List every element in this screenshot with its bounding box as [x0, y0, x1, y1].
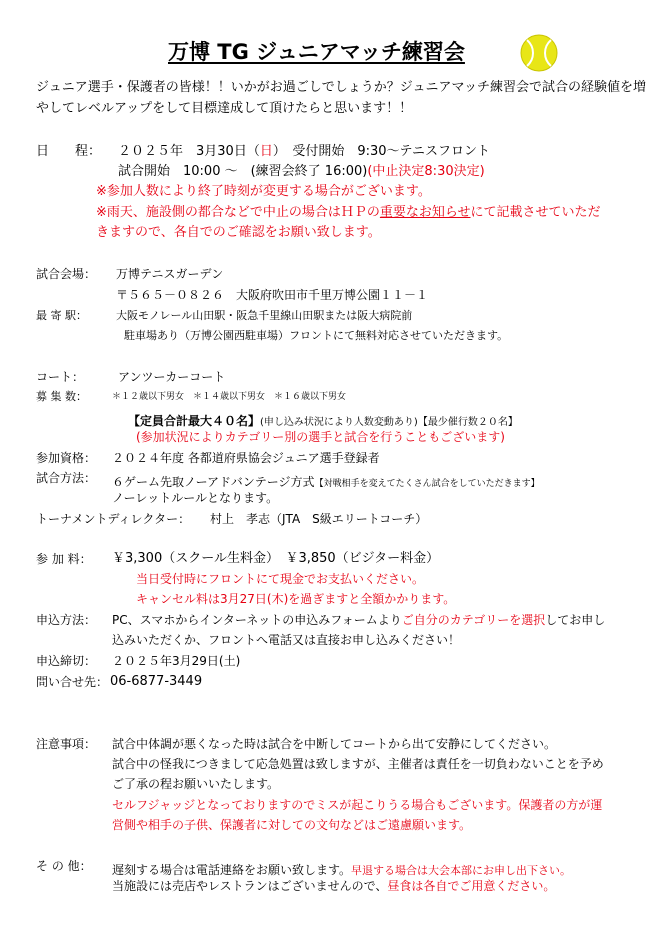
format-value: ６ゲーム先取ノーアドバンテージ方式【対戦相手を変えてたくさん試合をしていただきます】: [112, 475, 540, 489]
eligibility-label: 参加資格：: [36, 451, 97, 465]
apply-label: 申込方法：: [36, 613, 97, 627]
other-label: そ の 他：: [36, 859, 92, 873]
court-value: アンツーカーコート: [118, 370, 226, 384]
intro-line-2: やしてレベルアップをして目標達成して頂けたらと思います！！: [36, 101, 413, 116]
format-label: 試合方法：: [36, 471, 97, 485]
fee-label: 参 加 料：: [36, 552, 92, 566]
recruit-label: 募 集 数：: [36, 390, 87, 403]
format-line-2: ノーレットルールとなります。: [112, 491, 279, 505]
schedule-note-3: きますので、各自でのご確認をお願い致します。: [96, 225, 381, 240]
apply-line-2: 込みいただくか、フロントへ電話又は直接お申し込みください！: [112, 633, 461, 647]
schedule-decision: (中止決定8:30決定): [367, 164, 485, 179]
schedule-label: 日 程：: [36, 144, 102, 159]
schedule-start: 試合開始 10:00 ～ (練習会終了 16:00)(中止決定8:30決定): [118, 164, 485, 179]
recruit-note: (参加状況によりカテゴリー別の選手と試合を行うこともございます): [136, 430, 505, 444]
apply-category-highlight: ご自分のカテゴリーを選択: [401, 613, 546, 627]
recruit-capacity: 【定員合計最大４０名】(申し込み状況により人数変動あり)【最少催行数２０名】: [128, 414, 518, 428]
schedule-note-1: ※参加人数により終了時刻が変更する場合がございます。: [96, 184, 431, 199]
schedule-day: 日: [259, 144, 273, 159]
schedule-date: ２０２５年 3月30日（日） 受付開始 9:30～テニスフロント: [118, 144, 491, 159]
eligibility-value: ２０２４年度 各都道府県協会ジュニア選手登録者: [112, 451, 380, 465]
notes-line-5: 営側や相手の子供、保護者に対しての文句などはご遠慮願います。: [112, 818, 472, 832]
tennis-ball-icon: [519, 33, 559, 73]
fee-note-2: キャンセル料は3月27日(木)を過ぎますと全額かかります。: [136, 592, 456, 606]
important-notice-link: 重要なお知らせ: [379, 205, 471, 220]
notes-line-1: 試合中体調が悪くなった時は試合を中断してコートから出て安静にしてください。: [112, 737, 557, 751]
parking-info: 駐車場あり（万博公園西駐車場）フロントにて無料対応させていただきます。: [124, 329, 509, 342]
station-label: 最 寄 駅：: [36, 309, 87, 322]
director-label: トーナメントディレクター：: [36, 512, 191, 526]
deadline-value: ２０２５年3月29日(土): [112, 654, 241, 668]
venue-address: 〒５６５－０８２６ 大阪府吹田市千里万博公園１１－１: [116, 288, 429, 302]
apply-line-1: PC、スマホからインターネットの申込みフォームよりご自分のカテゴリーを選択してお申し: [112, 613, 606, 627]
notes-label: 注意事項：: [36, 737, 97, 751]
venue-label: 試合会場：: [36, 267, 97, 281]
contact-phone[interactable]: 06-6877-3449: [110, 674, 203, 689]
intro-line-1: ジュニア選手・保護者の皆様！！いかがお過ごしでしょうか？ジュニアマッチ練習会で試合の経験値を増: [36, 80, 646, 95]
page-title: 万博 TG ジュニアマッチ練習会: [168, 40, 465, 64]
other-line-2: 当施設には売店やレストランはございませんので、昼食は各自でご用意ください。: [112, 879, 556, 893]
recruit-categories: ＊１２歳以下男女 ＊１４歳以下男女 ＊１６歳以下男女: [112, 392, 347, 402]
station-value: 大阪モノレール山田駅・阪急千里線山田駅または阪大病院前: [116, 309, 413, 322]
contact-label: 問い合せ先：: [36, 675, 109, 689]
schedule-note-2: ※雨天、施設側の都合などで中止の場合はＨＰの重要なお知らせにて記載させていただ: [96, 205, 601, 220]
venue-name: 万博テニスガーデン: [116, 267, 224, 281]
other-line-1: 遅刻する場合は電話連絡をお願い致します。早退する場合は大会本部にお申し出下さい。: [112, 863, 572, 877]
notes-line-3: ご了承の程お願いいたします。: [112, 777, 280, 791]
deadline-label: 申込締切：: [36, 654, 97, 668]
notes-line-2: 試合中の怪我につきまして応急処置は致しますが、主催者は責任を一切負わないことを予め: [112, 757, 604, 771]
court-label: コート：: [36, 370, 85, 384]
fee-value: ￥3,300（スクール生料金） ￥3,850（ビジター料金）: [112, 551, 440, 566]
director-value: 村上 孝志（JTA S級エリートコーチ）: [210, 512, 428, 526]
notes-line-4: セルフジャッジとなっておりますのでミスが起こりうる場合もございます。保護者の方が運: [112, 798, 603, 812]
fee-note-1: 当日受付時にフロントにて現金でお支払いください。: [136, 572, 425, 586]
